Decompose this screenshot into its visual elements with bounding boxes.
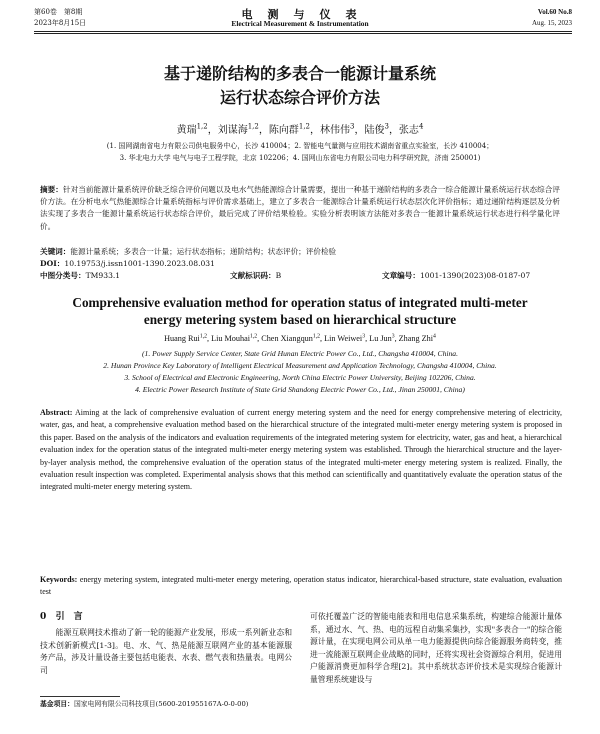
document-code-value: B [275,271,282,280]
affiliation-en-line4: 4. Electric Power Research Institute of State Grid Shandong Electric Power Co., Ltd., Jinan 250001, China) [135,385,465,394]
footnote-rule [40,696,120,697]
body-right-column: 可依托覆盖广泛的智能电能表和用电信息采集系统，构建综合能源计量体系，通过水、气、热、电的远程自动集采集抄，实现"多表合一"的综合能源计量，在实现电网公司从单一电力能源提供向综合能源服务商转变，推进一流能源互联网企业战略的同时，还将实现社会资源综合利用，促进用户能源消费更加科学合理[2]。其中系统状态评价技术是实现综合能源计量管理系统建设与 [310,612,562,684]
doi-text: 10.19753/j.issn1001-1390.2023.08.031 [64,259,215,268]
title-en-line1: Comprehensive evaluation method for operation status of integrated multi-meter [72,295,528,310]
clc-value: TM933.1 [85,271,121,280]
keywords-cn-label: 关键词： [40,247,71,256]
article-number-value: 1001-1390(2023)08-0187-07 [419,271,531,280]
affiliation-en-line3: 3. School of Electrical and Electronic Engineering, North China Electric Power University, Beijing 102206, China. [124,373,476,382]
title-cn-line1: 基于递阶结构的多表合一能源计量系统 [163,64,436,83]
abstract-cn-text: 针对当前能源计量系统评价缺乏综合评价问题以及电水气热能源综合计量需要，提出一种基于递阶结构的多表合一综合能源计量系统运行状态综合评价方法。在分析电水气热能源综合计量系统指标与评价需求基础上，建立了多表合一能源综合计量系统运行状态层次化评价指标；通过递阶结构逐层及分析法实现了多表合一能源计量系统运行状态综合评价，最后完成了评价结果检验。实验分析表明该方法能对多表合一能源计量系统运行状态进行科学量化评价。 [40,185,561,231]
clc-label: 中图分类号： [40,271,86,280]
abstract-en-text: Aiming at the lack of comprehensive evaluation of current energy metering system and the need for energy comprehensive metering of electricity, water, gas, and heat, a comprehensive evaluation method based on the hierarchical structure of the integrated multi-meter energy metering system is proposed in this paper. Based on the analysis of the indicators and evaluation requirements of the integrated metering system for electricity, water, gas and heat, a hierarchical evaluation index for the operation status of the integrated multi-meter energy metering system was established. Through the hierarchical structure and the layer-by-layer analysis method, the comprehensive evaluation of the operation status of the integrated multi-meter energy metering system is realized. Finally, the evaluation result inspection was completed. Experimental analysis shows that this method can scientifically and quantitatively evaluate the operation status of the integrated multi-meter energy metering system. [40,408,562,492]
section-heading [40,611,83,623]
keywords-cn [40,246,560,258]
keywords-en [40,574,562,599]
abstract-cn-label: 摘要： [40,185,63,194]
document-code [230,270,281,281]
abstract-en [40,407,562,494]
footnote-text: 国家电网有限公司科技项目(5600-201955167A-0-0-00) [73,700,249,708]
doi [40,258,215,269]
header-rule [34,31,572,32]
footnote-label: 基金项目： [40,700,74,708]
header-vol-issue: 第60卷 第8期 [34,8,83,16]
clc-number [40,270,120,281]
keywords-cn-text: 能源计量系统；多表合一计量；运行状态指标；递阶结构；状态评价；评价检验 [70,247,337,256]
title-cn-line2: 运行状态综合评价方法 [219,88,380,107]
header-date-en: Aug. 15, 2023 [531,19,572,27]
body-left-column: 能源互联网技术推动了新一轮的能源产业发展，形成一系列新业态和技术创新新模式[1-3]。电、水、气、热是能源互联网产业的基本能源服务产品，涉及计量设备主要包括电能表、水表、燃气表和热量表。电网公司 [40,628,292,675]
keywords-en-label: Keywords: [40,575,78,584]
affiliation-en-line1: (1. Power Supply Service Center, State Grid Hunan Electric Power Co., Ltd., Changsha 410004, China. [142,349,458,358]
section-title: 引 言 [55,612,83,622]
document-code-label: 文献标识码： [230,271,276,280]
abstract-en-label: Abstract: [40,408,73,417]
abstract-cn [40,184,560,233]
header-journal-en: Electrical Measurement & Instrumentation [231,19,369,28]
article-number-label: 文章编号： [382,271,420,280]
authors-en: Huang Rui$^{1,2}$, Liu Mouhai$^{1,2}$, Chen Xiangqun$^{1,2}$, Lin Weiwei$^3$, Lu Jun$^3$, Zhang Zhi$^4$ [164,333,436,343]
header-rule-double [34,33,572,34]
title-en-line2: energy metering system based on hierarchical structure [143,312,457,327]
affiliation-cn-line2: 3. 华北电力大学 电气与电子工程学院，北京 102206；4. 国网山东省电力有限公司电力科学研究院，济南 250001) [119,154,481,162]
doi-label: DOI： [40,259,65,268]
header-vol-issue-en: Vol.60 No.8 [537,8,572,16]
affiliation-cn-line1: (1. 国网湖南省电力有限公司供电服务中心，长沙 410004；2. 智能电气量测与应用技术湖南省重点实验室，长沙 410004； [106,142,494,150]
keywords-en-text: energy metering system, integrated multi-meter energy metering, operation status indicator, hierarchical-based structure, state evaluation, evaluation test [40,575,563,597]
affiliation-en-line2: 2. Hunan Province Key Laboratory of Intelligent Electrical Measurement and Application Technology, Changsha 410004, China. [103,361,497,370]
article-number [382,270,530,281]
authors-cn: 黄瑞$^{1,2}$，刘谋海$^{1,2}$，陈向群$^{1,2}$，林伟伟$^3$，陆俊$^3$，张志$^4$ [176,122,424,136]
footnote [40,700,292,710]
header-date: 2023年8月15日 [34,19,87,27]
section-number: 0 [40,612,47,622]
header-journal-cn: 电 测 与 仪 表 [241,8,359,21]
